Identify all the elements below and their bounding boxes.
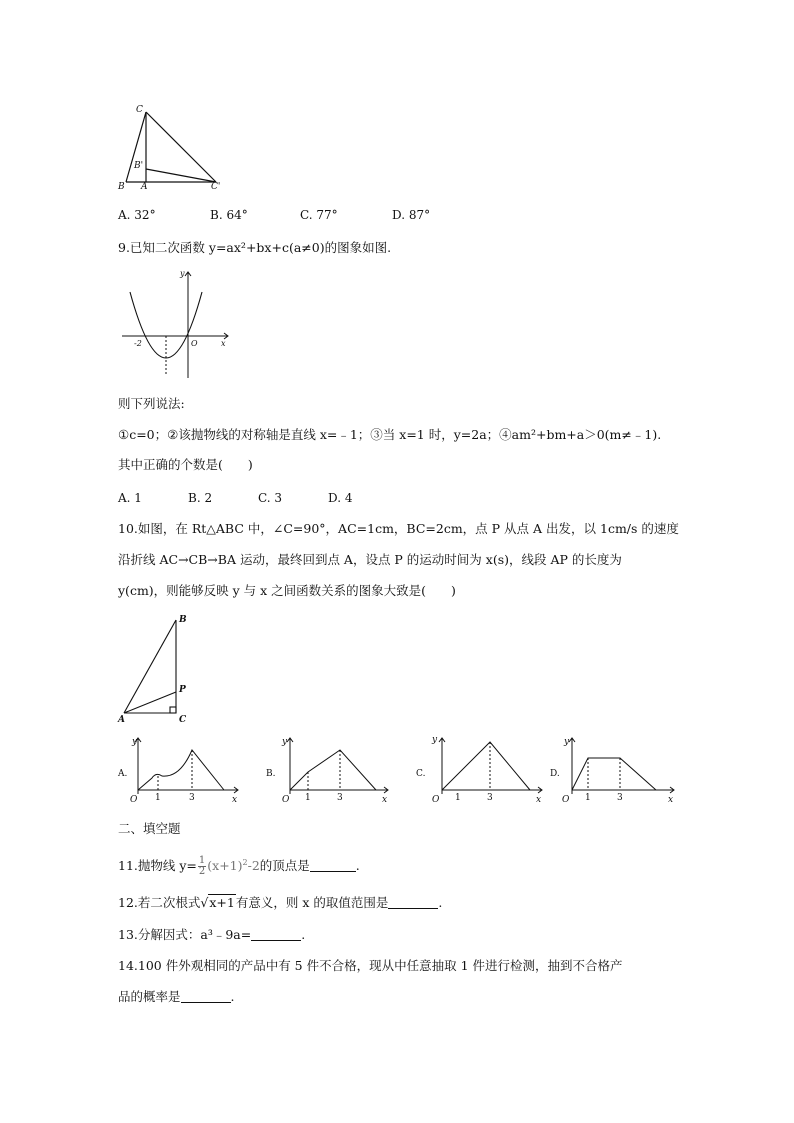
q10-graph-d-y: y: [564, 737, 570, 747]
q10-graph-b-letter: B.: [266, 769, 276, 779]
q9-option-c: C. 3: [258, 491, 283, 505]
q9-axis-x: x: [221, 339, 226, 348]
q8-triangle-figure: [112, 100, 227, 192]
q10-graph-b-y: y: [282, 737, 288, 747]
q13-answer-blank[interactable]: [251, 928, 301, 941]
q10-graph-d: [548, 732, 682, 804]
q8-option-a: A. 32°: [118, 208, 156, 222]
q10-graph-a-tick3: 3: [189, 793, 195, 803]
q12-prefix: 12.若二次根式: [118, 895, 201, 910]
radical-sign-icon: √: [200, 895, 209, 910]
q9-lead: 则下列说法:: [118, 396, 185, 411]
q10-graph-d-letter: D.: [550, 769, 560, 779]
q10-graph-a-y: y: [132, 737, 138, 747]
q9-tick-neg2: -2: [134, 339, 142, 348]
q10-label-b: B: [179, 615, 187, 625]
q11-period: .: [355, 858, 360, 874]
q8-label-c: C: [136, 105, 143, 115]
q10-label-c: C: [179, 715, 187, 725]
q8-label-b: B: [118, 182, 125, 192]
q9-question: 其中正确的个数是( ): [118, 457, 253, 472]
q12-suffix: 有意义，则 x 的取值范围是: [235, 895, 389, 910]
q13-prefix: 13.分解因式：a³﹣9a=: [118, 927, 252, 942]
q11-fraction-denominator: 2: [198, 866, 206, 878]
q10-label-p: P: [179, 685, 186, 695]
q8-label-cprime: C': [211, 182, 221, 192]
q10-graph-d-origin: O: [562, 795, 570, 804]
q10-graph-c-origin: O: [432, 795, 440, 804]
q9-parabola-graph: [116, 264, 236, 382]
q8-label-bprime: B': [134, 161, 144, 171]
q9-option-b: B. 2: [188, 491, 213, 505]
q9-origin: O: [191, 339, 198, 348]
section-heading-fill-in: 二、填空题: [118, 821, 181, 836]
q9-option-a: A. 1: [118, 491, 142, 505]
q10-graph-b-x: x: [382, 795, 388, 804]
q10-graph-b-tick3: 3: [337, 793, 343, 803]
q11-fraction: [198, 856, 206, 877]
q11-prefix: 11.抛物线 y=: [118, 858, 197, 874]
q10-label-a: A: [118, 715, 125, 725]
q13: [118, 927, 305, 943]
q8-option-c: C. 77°: [300, 208, 338, 222]
q10-graph-b-origin: O: [282, 795, 290, 804]
q14-answer-blank[interactable]: [181, 990, 231, 1003]
q10-graph-b: [264, 732, 394, 804]
q10-graph-b-tick1: 1: [305, 793, 311, 803]
q11-suffix: 的顶点是: [259, 858, 310, 874]
q9-option-d: D. 4: [328, 491, 353, 505]
q11-binomial: (x+1): [207, 858, 243, 874]
q11-answer-blank[interactable]: [310, 859, 356, 872]
q10-line-2: 沿折线 AC→CB→BA 运动，最终回到点 A，设点 P 的运动时间为 x(s)，线段 AP 的长度为: [118, 552, 622, 567]
q10-graph-c: [414, 732, 548, 804]
q10-line-3: y(cm)，则能够反映 y 与 x 之间函数关系的图象大致是( ): [118, 583, 456, 598]
q12: [118, 894, 442, 911]
q10-graph-d-x: x: [668, 795, 674, 804]
q14-period: .: [230, 989, 235, 1004]
q11: [118, 855, 360, 877]
q11-fraction-numerator: 1: [198, 855, 206, 867]
q10-graph-c-x: x: [536, 795, 542, 804]
q10-graph-c-letter: C.: [416, 769, 426, 779]
q10-line-1: 10.如图，在 Rt△ABC 中，∠C=90°，AC=1cm，BC=2cm，点 P 从点 A 出发，以 1cm/s 的速度: [118, 521, 679, 536]
q8-label-a: A: [141, 182, 148, 192]
q12-period: .: [438, 895, 443, 910]
q11-exponent: 2: [242, 858, 248, 867]
q11-constant: -2: [247, 858, 260, 874]
q14-prefix: 品的概率是: [118, 989, 181, 1004]
q10-graph-a-letter: A.: [118, 769, 128, 779]
q12-radicand: x+1: [209, 895, 235, 910]
q10-graph-d-tick3: 3: [617, 793, 623, 803]
q14-line-2: [118, 989, 235, 1005]
q8-option-d: D. 87°: [392, 208, 431, 222]
q10-graph-c-tick1: 1: [455, 793, 461, 803]
q10-graph-a-origin: O: [130, 795, 138, 804]
q10-graph-a: [116, 732, 246, 804]
q10-graph-a-x: x: [232, 795, 238, 804]
q10-graph-c-tick3: 3: [487, 793, 493, 803]
q14-line-1: 14.100 件外观相同的产品中有 5 件不合格，现从中任意抽取 1 件进行检测，抽到不合格产: [118, 958, 623, 973]
q10-graph-a-tick1: 1: [155, 793, 161, 803]
q9-stem: 9.已知二次函数 y=ax²+bx+c(a≠0)的图象如图.: [118, 240, 392, 255]
q12-answer-blank[interactable]: [388, 896, 438, 909]
q9-axis-y: y: [180, 269, 185, 278]
q13-period: .: [301, 927, 306, 942]
q10-graph-d-tick1: 1: [585, 793, 591, 803]
q8-option-b: B. 64°: [210, 208, 248, 222]
q9-statements: ①c=0；②该抛物线的对称轴是直线 x=﹣1；③当 x=1 时，y=2a；④am²+bm+a＞0(m≠﹣1).: [118, 427, 662, 442]
q10-right-triangle: [116, 610, 196, 728]
q10-graph-c-y: y: [432, 735, 438, 745]
